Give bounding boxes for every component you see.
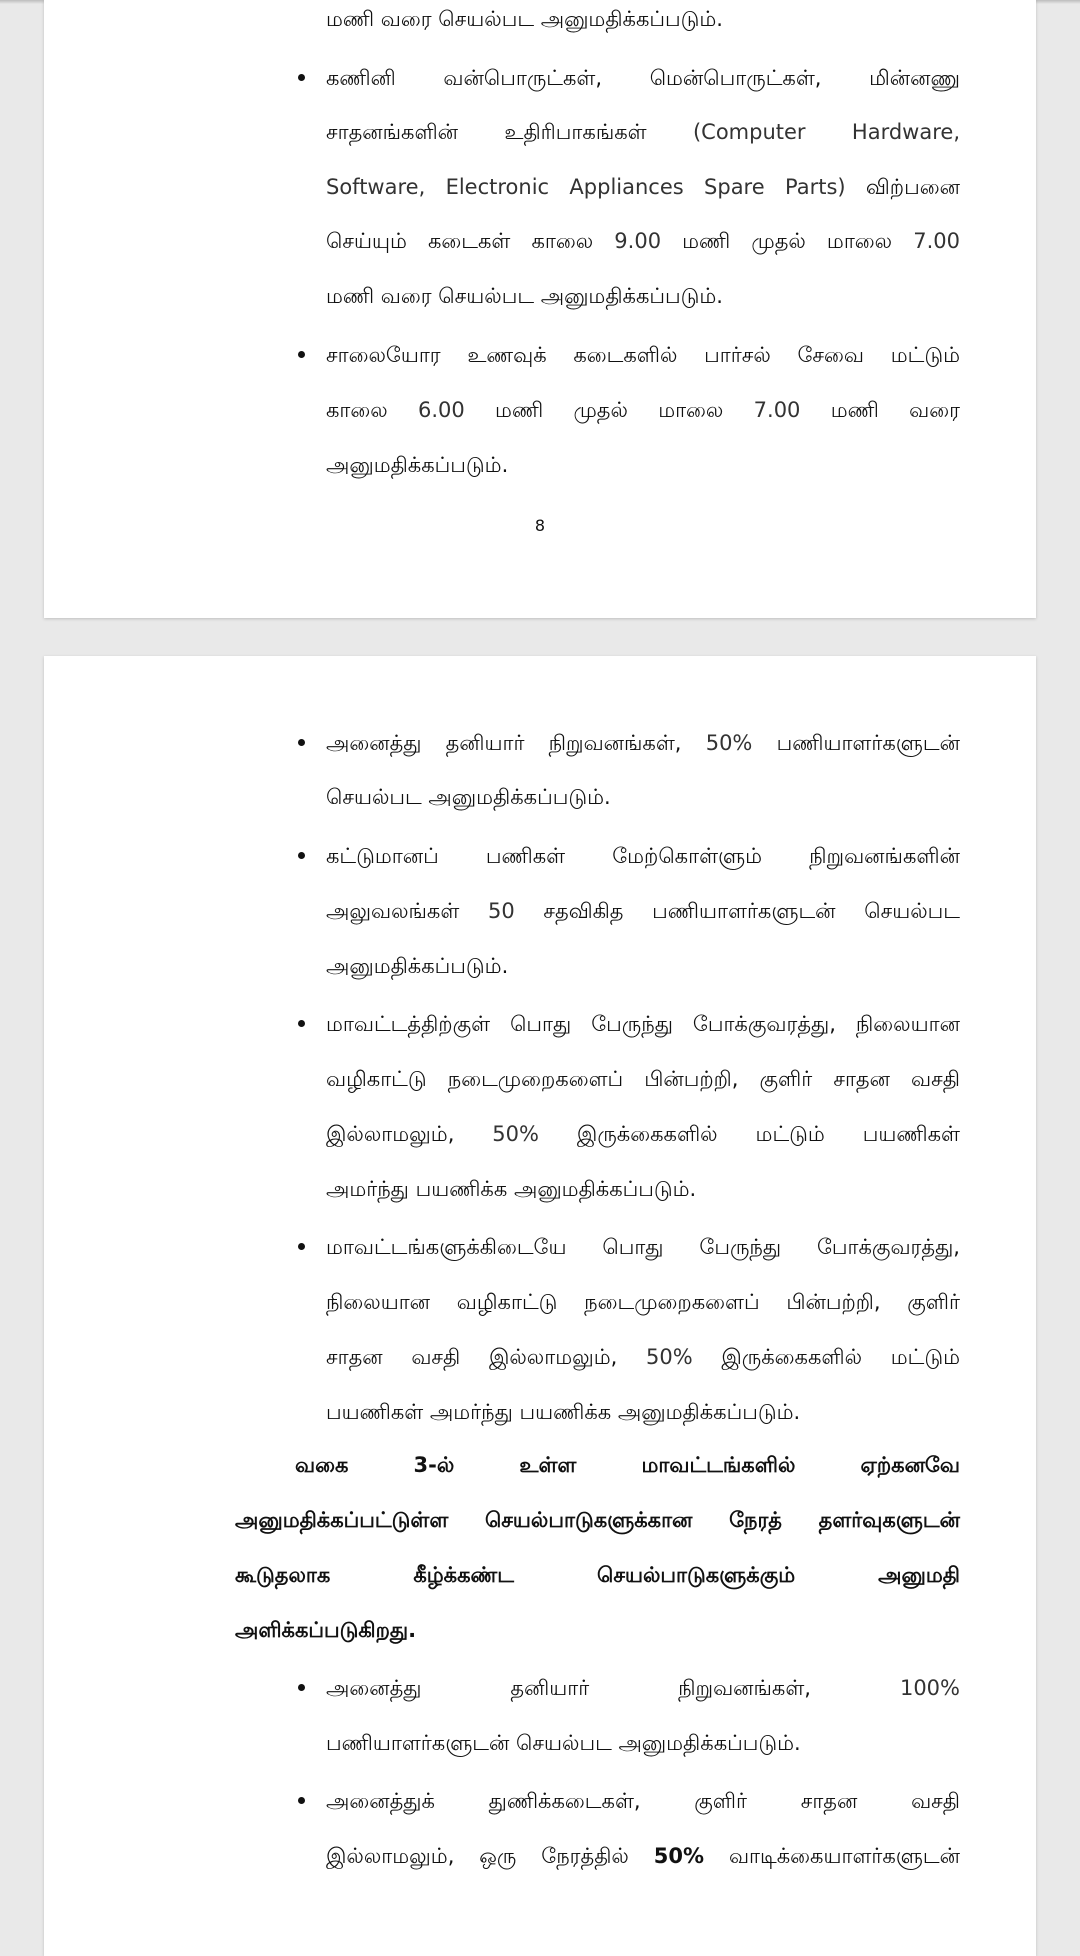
word: Hardware, [851, 120, 960, 144]
text-line [326, 728, 960, 758]
word: 9.00 [614, 229, 662, 253]
word: Electronic [445, 175, 550, 199]
word: பணிகள் [485, 844, 566, 868]
bullet-icon [298, 1020, 305, 1027]
word: போக்குவரத்து, [692, 1012, 836, 1036]
word: பார்சல் [704, 343, 771, 367]
word: நிலையான [855, 1012, 960, 1036]
word: செய்யும் [326, 229, 407, 253]
word: 50 [487, 899, 515, 923]
word: மாவட்டங்களுக்கிடையே [326, 1235, 567, 1259]
word: 6.00 [418, 398, 465, 422]
word: குளிர் [907, 1290, 960, 1314]
word: மாலை [658, 398, 724, 422]
word: உணவுக் [467, 343, 547, 367]
word: சாதன [833, 1067, 890, 1091]
word: கட்டுமானப் [326, 844, 439, 868]
text-line: மணி வரை செயல்பட அனுமதிக்கப்படும். [326, 7, 723, 31]
text-line: மணி வரை செயல்பட அனுமதிக்கப்படும். [326, 284, 723, 308]
word: உள்ள [519, 1453, 577, 1477]
text-line [326, 63, 960, 93]
word: குளிர் [694, 1789, 747, 1813]
word: அனைத்து [326, 731, 422, 755]
word: பேருந்து [591, 1012, 673, 1036]
word: பயணிகள் [862, 1122, 960, 1146]
word: கணினி [326, 66, 396, 90]
word: வகை [295, 1453, 349, 1477]
text-line [326, 1841, 960, 1871]
text-line [235, 1505, 960, 1535]
word: அனைத்துக் [326, 1789, 435, 1813]
word: சாதன [800, 1789, 858, 1813]
text-line [326, 896, 960, 926]
word: நேரத்தில் [541, 1844, 629, 1868]
text-line [326, 1009, 960, 1039]
bullet-icon [298, 739, 305, 746]
word: பின்பற்றி, [786, 1290, 881, 1314]
text-line [326, 226, 960, 256]
text-line [295, 1450, 960, 1480]
word: மாவட்டங்களில் [641, 1453, 796, 1477]
word: அனைத்து [326, 1676, 422, 1700]
word: 7.00 [913, 229, 960, 253]
word: அனுமதிக்கப்பட்டுள்ள [235, 1508, 449, 1532]
word: அலுவலங்கள் [326, 899, 460, 923]
text-line [326, 1786, 960, 1816]
word: இல்லாமலும், [488, 1345, 618, 1369]
word: அனுமதி [878, 1563, 960, 1587]
word: இல்லாமலும், [326, 1844, 455, 1868]
word: Parts) [784, 175, 846, 199]
word: ஒரு [479, 1844, 517, 1868]
text-line [326, 841, 960, 871]
word: நிறுவனங்கள், [548, 731, 682, 755]
word: பின்பற்றி, [644, 1067, 739, 1091]
word: சேவை [797, 343, 865, 367]
word: செயல்பாடுகளுக்கும் [597, 1563, 796, 1587]
text-line [326, 395, 960, 425]
text-line: பணியாளர்களுடன் செயல்பட அனுமதிக்கப்படும். [326, 1731, 801, 1755]
text-line [235, 1560, 960, 1590]
word: உதிரிபாகங்கள் [504, 120, 647, 144]
word: மாவட்டத்திற்குள் [326, 1012, 491, 1036]
text-line [326, 1064, 960, 1094]
word: மேற்கொள்ளும் [612, 844, 763, 868]
word: செயல்பட [864, 899, 960, 923]
word: வசதி [411, 1345, 461, 1369]
word: ஏற்கனவே [860, 1453, 960, 1477]
bullet-icon [298, 1684, 305, 1691]
word: வசதி [911, 1067, 960, 1091]
word: கடைகள் [427, 229, 511, 253]
word: நிறுவனங்களின் [809, 844, 960, 868]
text-line: செயல்பட அனுமதிக்கப்படும். [326, 785, 611, 809]
word: மட்டும் [755, 1122, 825, 1146]
bullet-icon [298, 351, 305, 358]
word: பொது [510, 1012, 572, 1036]
word: இருக்கைகளில் [721, 1345, 863, 1369]
word: மட்டும் [890, 343, 960, 367]
word: நேரத் [729, 1508, 782, 1532]
text-line [326, 1119, 960, 1149]
word: 50% [492, 1122, 539, 1146]
word: மின்னணு [869, 66, 960, 90]
word: தனியார் [510, 1676, 590, 1700]
word: சாதன [326, 1345, 383, 1369]
document-page-8 [44, 0, 1036, 618]
word: 50% [645, 1345, 693, 1369]
word: செயல்பாடுகளுக்கான [484, 1508, 693, 1532]
word: நடைமுறைகளைப் [584, 1290, 760, 1314]
word: நிலையான [326, 1290, 431, 1314]
word: வரை [909, 398, 960, 422]
text-line: அனுமதிக்கப்படும். [326, 954, 509, 978]
text-line [326, 1287, 960, 1317]
bullet-icon [298, 1797, 305, 1804]
word: பணியாளர்களுடன் [776, 731, 960, 755]
word: 100% [899, 1676, 960, 1700]
word: வன்பொருட்கள், [443, 66, 603, 90]
word: (Computer [692, 120, 806, 144]
text-line [326, 117, 960, 147]
word: தனியார் [445, 731, 525, 755]
word: கூடுதலாக [235, 1563, 331, 1587]
word: வசதி [911, 1789, 960, 1813]
text-line [326, 340, 960, 370]
word: கீழ்க்கண்ட [413, 1563, 514, 1587]
word: மட்டும் [890, 1345, 960, 1369]
word: வழிகாட்டு [326, 1067, 427, 1091]
word: மணி [495, 398, 544, 422]
word: இல்லாமலும், [326, 1122, 455, 1146]
word: சதவிகித [543, 899, 624, 923]
word: தளர்வுகளுடன் [818, 1508, 960, 1532]
document-page-9 [44, 656, 1036, 1956]
word: மாலை [826, 229, 893, 253]
word: விற்பனை [865, 175, 960, 199]
word: சாலையோர [326, 343, 441, 367]
word: மென்பொருட்கள், [649, 66, 822, 90]
word: 50% [653, 1844, 705, 1868]
page-number: 8 [534, 516, 546, 535]
text-line [326, 172, 960, 202]
word: 3-ல் [413, 1453, 455, 1477]
word: இருக்கைகளில் [576, 1122, 718, 1146]
word: மணி [682, 229, 731, 253]
word: சாதனங்களின் [326, 120, 459, 144]
word: Appliances [569, 175, 684, 199]
word: காலை [531, 229, 594, 253]
word: 7.00 [753, 398, 801, 422]
word: முதல் [573, 398, 628, 422]
word: வழிகாட்டு [456, 1290, 558, 1314]
bullet-icon [298, 74, 305, 81]
word: முதல் [751, 229, 806, 253]
word: பணியாளர்களுடன் [652, 899, 836, 923]
word: குளிர் [759, 1067, 813, 1091]
word: Software, [326, 175, 426, 199]
text-line: அமர்ந்து பயணிக்க அனுமதிக்கப்படும். [326, 1177, 697, 1201]
word: காலை [326, 398, 388, 422]
word: மணி [830, 398, 879, 422]
word: Spare [704, 175, 765, 199]
text-line [326, 1232, 960, 1262]
word: போக்குவரத்து, [816, 1235, 960, 1259]
text-line: பயணிகள் அமர்ந்து பயணிக்க அனுமதிக்கப்படும். [326, 1400, 801, 1424]
word: பேருந்து [699, 1235, 782, 1259]
text-line [326, 1673, 960, 1703]
bullet-icon [298, 852, 305, 859]
word: நிறுவனங்கள், [678, 1676, 811, 1700]
text-line: அளிக்கப்படுகிறது. [235, 1618, 417, 1642]
word: நடைமுறைகளைப் [447, 1067, 624, 1091]
bullet-icon [298, 1243, 305, 1250]
text-line: அனுமதிக்கப்படும். [326, 453, 509, 477]
word: துணிக்கடைகள், [488, 1789, 641, 1813]
text-line [326, 1342, 960, 1372]
word: 50% [705, 731, 753, 755]
word: கடைகளில் [573, 343, 678, 367]
word: பொது [602, 1235, 664, 1259]
word: வாடிக்கையாளர்களுடன் [728, 1844, 960, 1868]
